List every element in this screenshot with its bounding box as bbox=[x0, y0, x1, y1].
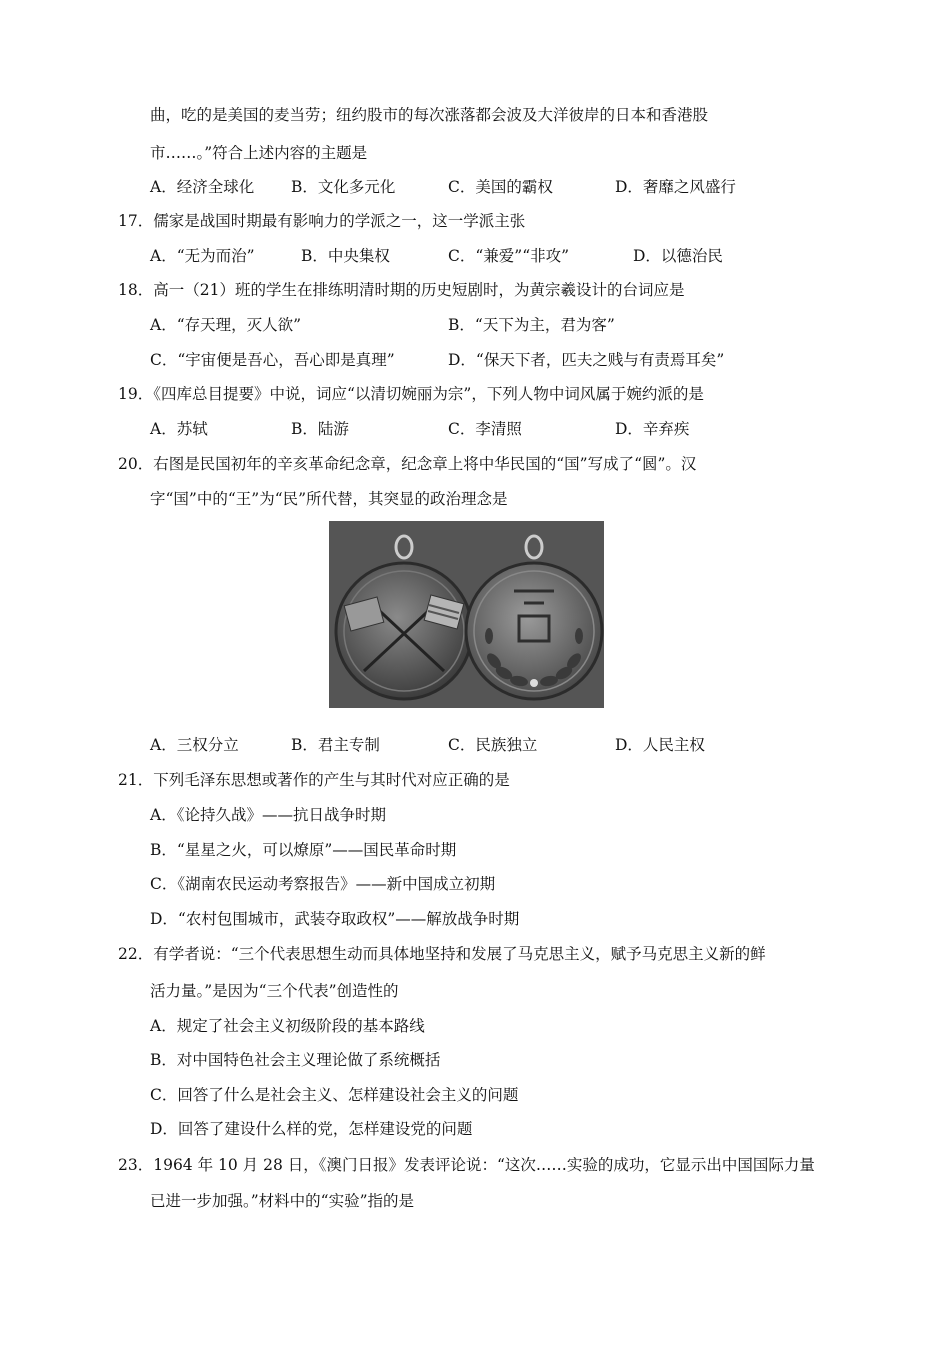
q23-stem-line1: 23．1964 年 10 月 28 日，《澳门日报》发表评论说：“这次……实验的成功，它显示出中国国际力量 bbox=[118, 1156, 815, 1174]
q16-stem-line1: 曲，吃的是美国的麦当劳；纽约股市的每次涨落都会波及大洋彼岸的日本和香港股 bbox=[150, 106, 709, 124]
q20-option-b: B．君主专制 bbox=[291, 736, 380, 754]
q18-option-a: A．“存天理，灭人欲” bbox=[150, 316, 302, 334]
q21-stem: 21．下列毛泽东思想或著作的产生与其时代对应正确的是 bbox=[118, 771, 510, 789]
q22-stem-line2: 活力量。”是因为“三个代表”创造性的 bbox=[150, 982, 399, 1000]
q18-option-c: C．“宇宙便是吾心，吾心即是真理” bbox=[150, 351, 395, 369]
q16-option-d: D．奢靡之风盛行 bbox=[615, 178, 736, 196]
medal-photo-illustration bbox=[329, 521, 604, 708]
commemorative-medal-photo bbox=[329, 521, 604, 708]
q22-option-b: B．对中国特色社会主义理论做了系统概括 bbox=[150, 1051, 441, 1069]
q21-option-c: C．《湖南农民运动考察报告》——新中国成立初期 bbox=[150, 875, 496, 893]
q21-option-b: B．“星星之火，可以燎原”——国民革命时期 bbox=[150, 841, 457, 859]
q20-option-d: D．人民主权 bbox=[615, 736, 705, 754]
q18-option-b: B．“天下为主，君为客” bbox=[448, 316, 615, 334]
q16-stem-line2: 市……。”符合上述内容的主题是 bbox=[150, 144, 368, 162]
q18-option-d: D．“保天下者，匹夫之贱与有责焉耳矣” bbox=[448, 351, 725, 369]
q16-option-b: B．文化多元化 bbox=[291, 178, 396, 196]
q20-option-a: A．三权分立 bbox=[150, 736, 239, 754]
q19-option-b: B．陆游 bbox=[291, 420, 349, 438]
q23-stem-line2: 已进一步加强。”材料中的“实验”指的是 bbox=[150, 1192, 415, 1210]
q17-option-b: B．中央集权 bbox=[301, 247, 390, 265]
q22-stem-line1: 22．有学者说：“三个代表思想生动而具体地坚持和发展了马克思主义，赋予马克思主义新的鲜 bbox=[118, 945, 766, 963]
q20-option-c: C．民族独立 bbox=[448, 736, 538, 754]
q21-option-d: D．“农村包围城市，武装夺取政权”——解放战争时期 bbox=[150, 910, 520, 928]
q17-option-c: C．“兼爱”“非攻” bbox=[448, 247, 570, 265]
q17-stem: 17．儒家是战国时期最有影响力的学派之一，这一学派主张 bbox=[118, 212, 526, 230]
q17-option-a: A．“无为而治” bbox=[150, 247, 255, 265]
q20-stem-line2: 字“国”中的“王”为“民”所代替，其突显的政治理念是 bbox=[150, 490, 508, 508]
q19-option-c: C．李清照 bbox=[448, 420, 522, 438]
q17-option-d: D．以德治民 bbox=[633, 247, 723, 265]
q21-option-a: A．《论持久战》——抗日战争时期 bbox=[150, 806, 386, 824]
q20-stem-line1: 20．右图是民国初年的辛亥革命纪念章，纪念章上将中华民国的“国”写成了“囻”。汉 bbox=[118, 455, 697, 473]
q22-option-a: A．规定了社会主义初级阶段的基本路线 bbox=[150, 1017, 425, 1035]
q22-option-d: D．回答了建设什么样的党，怎样建设党的问题 bbox=[150, 1120, 473, 1138]
q16-option-c: C．美国的霸权 bbox=[448, 178, 553, 196]
q19-option-a: A．苏轼 bbox=[150, 420, 208, 438]
q19-option-d: D．辛弃疾 bbox=[615, 420, 690, 438]
q22-option-c: C．回答了什么是社会主义、怎样建设社会主义的问题 bbox=[150, 1086, 519, 1104]
q16-option-a: A．经济全球化 bbox=[150, 178, 255, 196]
q19-stem: 19．《四库总目提要》中说，词应“以清切婉丽为宗”，下列人物中词风属于婉约派的是 bbox=[118, 385, 704, 403]
q18-stem: 18．高一（21）班的学生在排练明清时期的历史短剧时，为黄宗羲设计的台词应是 bbox=[118, 281, 685, 299]
